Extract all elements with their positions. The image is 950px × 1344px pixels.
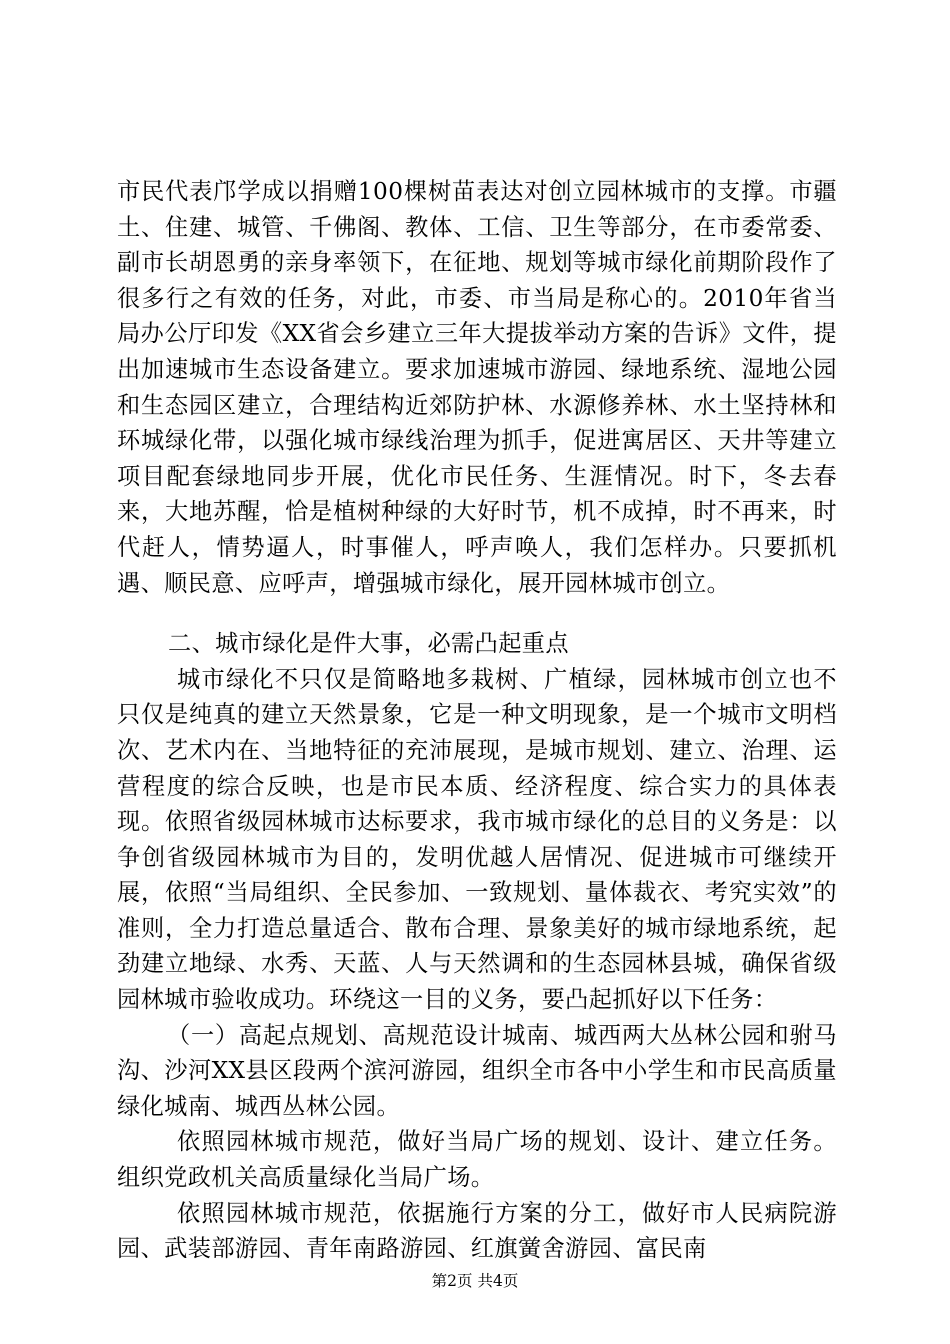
paragraph-section-4: 依照园林城市规范，依据施行方案的分工，做好市人民病院游园、武装部游园、青年南路游园、红旗黉舍游园、富民南	[117, 1199, 837, 1263]
section-heading: 二、城市绿化是件大事，必需凸起重点	[168, 630, 569, 658]
paragraph-intro: 市民代表邝学成以捐赠100棵树苗表达对创立园林城市的支撑。市疆土、住建、城管、千佛阁、教体、工信、卫生等部分，在市委常委、副市长胡恩勇的亲身率领下，在征地、规划等城市绿化前期阶段作了很多行之有效的任务，对此，市委、市当局是称心的。2010年省当局办公厅印发《XX省会乡建立三年大提拔举动方案的告诉》文件，提出加速城市生态设备建立。要求加速城市游园、绿地系统、湿地公园和生态园区建立，合理结构近郊防护林、水源修养林、水土坚持林和环城绿化带，以强化城市绿线治理为抓手，促进寓居区、天井等建立项目配套绿地同步开展，优化市民任务、生涯情况。时下，冬去春来，大地苏醒，恰是植树种绿的大好时节，机不成掉，时不再来，时代赶人，情势逼人，时事催人，呼声唤人，我们怎样办。只要抓机遇、顺民意、应呼声，增强城市绿化，展开园林城市创立。	[117, 178, 837, 597]
paragraph-section-2: （一）高起点规划、高规范设计城南、城西两大丛林公园和驸马沟、沙河XX县区段两个滨河游园，组织全市各中小学生和市民高质量绿化城南、城西丛林公园。	[117, 1021, 837, 1120]
paragraph-section-3: 依照园林城市规范，做好当局广场的规划、设计、建立任务。组织党政机关高质量绿化当局广场。	[117, 1128, 837, 1192]
paragraph-section-1: 城市绿化不只仅是简略地多栽树、广植绿，园林城市创立也不只仅是纯真的建立天然景象，它是一种文明现象，是一个城市文明档次、艺术内在、当地特征的充沛展现，是城市规划、建立、治理、运营程度的综合反映，也是市民本质、经济程度、综合实力的具体表现。依照省级园林城市达标要求，我市城市绿化的总目的义务是：以争创省级园林城市为目的，发明优越人居情况、促进城市可继续开展，依照“当局组织、全民参加、一致规划、量体裁衣、考究实效”的准则，全力打造总量适合、散布合理、景象美好的城市绿地系统，起劲建立地绿、水秀、天蓝、人与天然调和的生态园林县城，确保省级园林城市验收成功。环绕这一目的义务，要凸起抓好以下任务：	[117, 665, 837, 1014]
document-body	[117, 174, 837, 1267]
page-number-footer: 第2页 共4页	[431, 1272, 519, 1290]
